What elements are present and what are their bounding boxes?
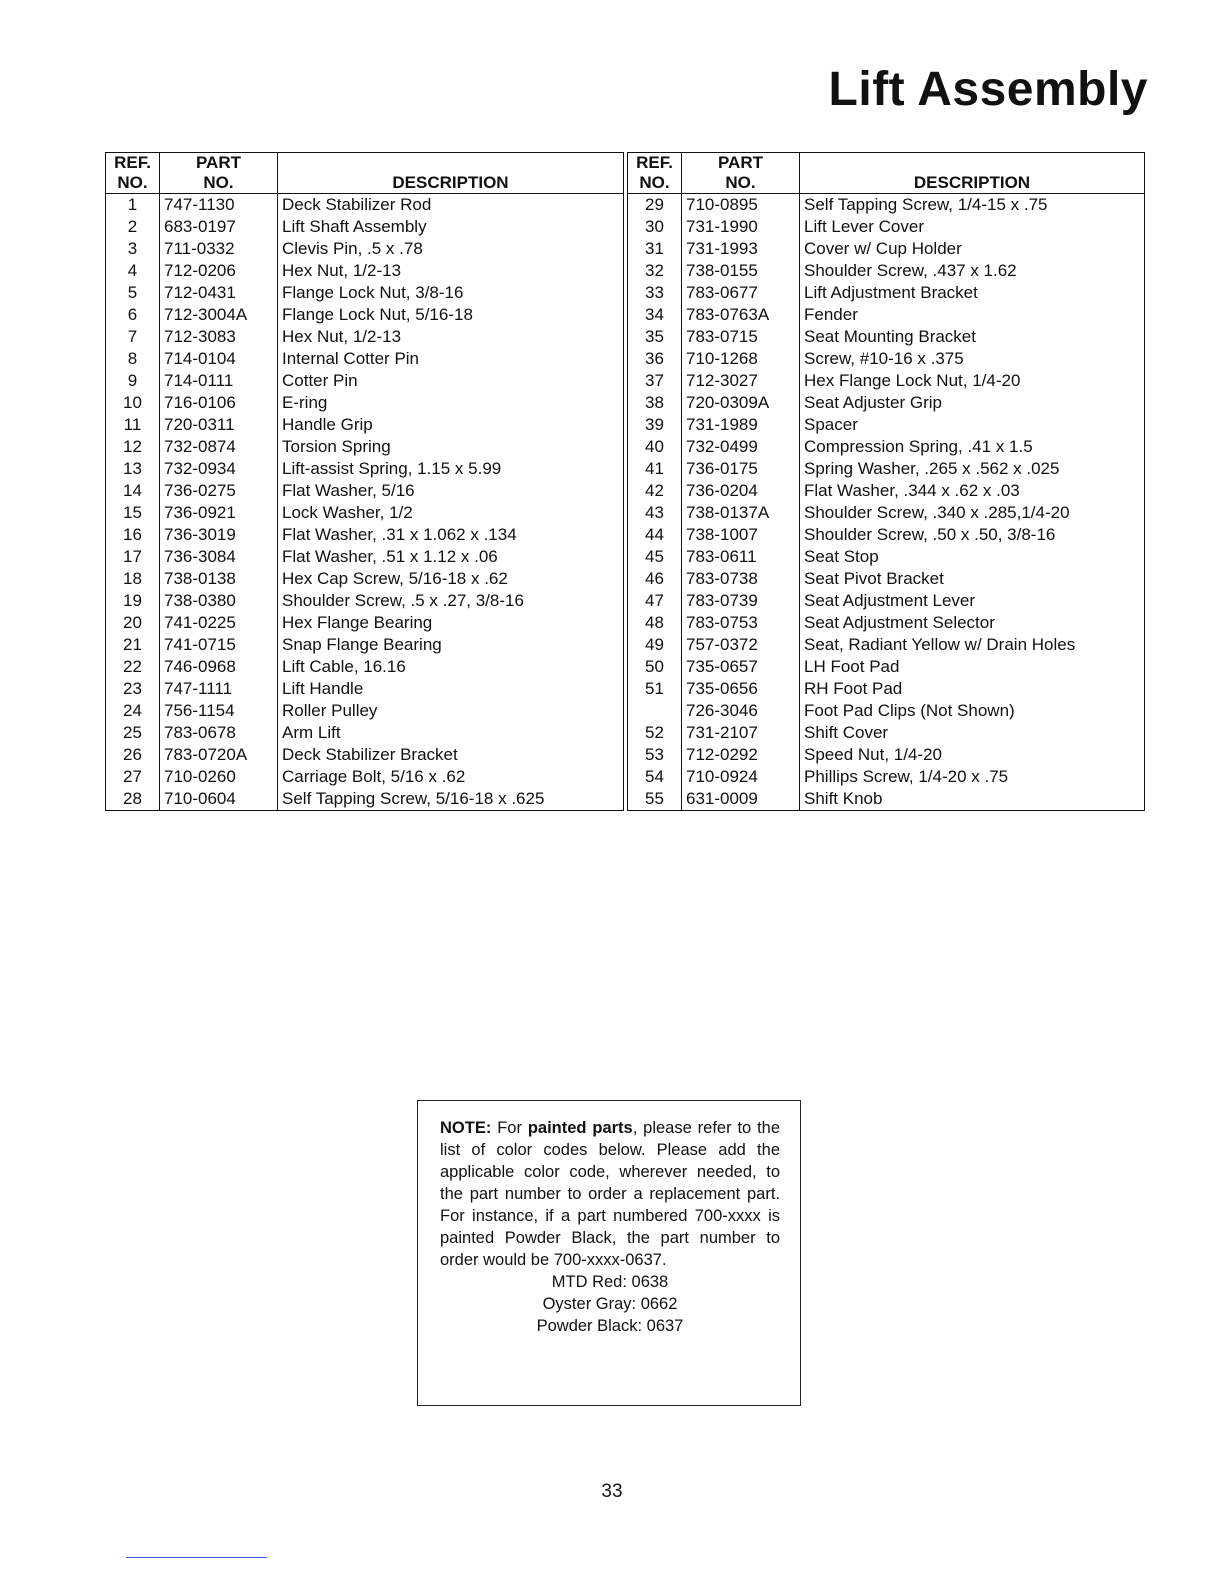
part-number-cell: 741-0715 xyxy=(160,634,278,656)
description-cell: Screw, #10-16 x .375 xyxy=(800,348,1145,370)
header-part-no xyxy=(682,153,800,194)
table-row xyxy=(106,656,624,678)
part-number-cell: 783-0753 xyxy=(682,612,800,634)
description-cell: Cotter Pin xyxy=(278,370,624,392)
table-row xyxy=(628,546,1145,568)
color-code-mtd-red: MTD Red: 0638 xyxy=(551,1273,669,1291)
table-row xyxy=(628,194,1145,217)
part-number-cell: 736-0204 xyxy=(682,480,800,502)
part-number-cell: 741-0225 xyxy=(160,612,278,634)
table-row xyxy=(106,568,624,590)
table-row xyxy=(106,744,624,766)
ref-cell: 36 xyxy=(628,348,682,370)
part-number-cell: 732-0934 xyxy=(160,458,278,480)
part-number-cell: 712-0206 xyxy=(160,260,278,282)
description-cell: Snap Flange Bearing xyxy=(278,634,624,656)
table-row xyxy=(106,766,624,788)
table-row xyxy=(628,524,1145,546)
header-ref-line1: REF. xyxy=(636,153,673,172)
description-cell: Seat Adjustment Selector xyxy=(800,612,1145,634)
ref-cell: 10 xyxy=(106,392,160,414)
part-number-cell: 683-0197 xyxy=(160,216,278,238)
description-cell: Seat Stop xyxy=(800,546,1145,568)
description-cell: Internal Cotter Pin xyxy=(278,348,624,370)
header-description: DESCRIPTION xyxy=(800,153,1145,194)
parts-table-right xyxy=(627,152,1145,811)
ref-cell: 6 xyxy=(106,304,160,326)
parts-table-right-body xyxy=(628,194,1145,811)
part-number-cell: 714-0111 xyxy=(160,370,278,392)
table-row xyxy=(106,722,624,744)
ref-cell: 7 xyxy=(106,326,160,348)
ref-cell xyxy=(628,700,682,722)
part-number-cell: 783-0677 xyxy=(682,282,800,304)
part-number-cell: 710-1268 xyxy=(682,348,800,370)
part-number-cell: 736-0175 xyxy=(682,458,800,480)
table-row xyxy=(106,282,624,304)
part-number-cell: 716-0106 xyxy=(160,392,278,414)
description-cell: Carriage Bolt, 5/16 x .62 xyxy=(278,766,624,788)
table-row xyxy=(106,524,624,546)
ref-cell: 16 xyxy=(106,524,160,546)
ref-cell: 42 xyxy=(628,480,682,502)
description-cell: Shift Knob xyxy=(800,788,1145,811)
description-cell: Arm Lift xyxy=(278,722,624,744)
ref-cell: 19 xyxy=(106,590,160,612)
table-row xyxy=(106,546,624,568)
ref-cell: 27 xyxy=(106,766,160,788)
description-cell: Lock Washer, 1/2 xyxy=(278,502,624,524)
header-ref-line2: NO. xyxy=(117,173,148,192)
description-cell: Lift Handle xyxy=(278,678,624,700)
table-row xyxy=(628,392,1145,414)
ref-cell: 34 xyxy=(628,304,682,326)
ref-cell: 18 xyxy=(106,568,160,590)
part-number-cell: 736-3084 xyxy=(160,546,278,568)
ref-cell: 13 xyxy=(106,458,160,480)
page-title: Lift Assembly xyxy=(828,63,1148,116)
note-text-before: For xyxy=(491,1119,528,1137)
ref-cell: 54 xyxy=(628,766,682,788)
ref-cell: 35 xyxy=(628,326,682,348)
description-cell: Spring Washer, .265 x .562 x .025 xyxy=(800,458,1145,480)
ref-cell: 17 xyxy=(106,546,160,568)
part-number-cell: 631-0009 xyxy=(682,788,800,811)
ref-cell: 29 xyxy=(628,194,682,217)
ref-cell: 28 xyxy=(106,788,160,811)
part-number-cell: 726-3046 xyxy=(682,700,800,722)
part-number-cell: 783-0739 xyxy=(682,590,800,612)
table-row xyxy=(106,700,624,722)
part-number-cell: 783-0611 xyxy=(682,546,800,568)
description-cell: Flat Washer, .51 x 1.12 x .06 xyxy=(278,546,624,568)
part-number-cell: 720-0311 xyxy=(160,414,278,436)
part-number-cell: 712-3004A xyxy=(160,304,278,326)
part-number-cell: 731-2107 xyxy=(682,722,800,744)
description-cell: Hex Nut, 1/2-13 xyxy=(278,260,624,282)
ref-cell: 15 xyxy=(106,502,160,524)
ref-cell: 25 xyxy=(106,722,160,744)
header-part-line1: PART xyxy=(717,153,763,172)
table-row xyxy=(628,766,1145,788)
ref-cell: 11 xyxy=(106,414,160,436)
table-row xyxy=(628,238,1145,260)
part-number-cell: 736-3019 xyxy=(160,524,278,546)
part-number-cell: 731-1989 xyxy=(682,414,800,436)
ref-cell: 43 xyxy=(628,502,682,524)
table-row xyxy=(628,700,1145,722)
description-cell: Seat, Radiant Yellow w/ Drain Holes xyxy=(800,634,1145,656)
table-row xyxy=(106,414,624,436)
description-cell: Lift Cable, 16.16 xyxy=(278,656,624,678)
description-cell: Flat Washer, .344 x .62 x .03 xyxy=(800,480,1145,502)
part-number-cell: 732-0499 xyxy=(682,436,800,458)
part-number-cell: 714-0104 xyxy=(160,348,278,370)
table-row xyxy=(106,260,624,282)
description-cell: Flange Lock Nut, 3/8-16 xyxy=(278,282,624,304)
part-number-cell: 783-0720A xyxy=(160,744,278,766)
ref-cell: 52 xyxy=(628,722,682,744)
description-cell: Hex Cap Screw, 5/16-18 x .62 xyxy=(278,568,624,590)
description-cell: LH Foot Pad xyxy=(800,656,1145,678)
part-number-cell: 736-0275 xyxy=(160,480,278,502)
description-cell: Speed Nut, 1/4-20 xyxy=(800,744,1145,766)
ref-cell: 2 xyxy=(106,216,160,238)
description-cell: Lift Lever Cover xyxy=(800,216,1145,238)
table-row xyxy=(106,634,624,656)
table-row xyxy=(106,590,624,612)
part-number-cell: 732-0874 xyxy=(160,436,278,458)
table-row xyxy=(106,348,624,370)
description-cell: Deck Stabilizer Rod xyxy=(278,194,624,217)
table-row xyxy=(106,788,624,811)
part-number-cell: 738-0138 xyxy=(160,568,278,590)
header-part-line1: PART xyxy=(195,153,241,172)
table-row xyxy=(106,612,624,634)
table-row xyxy=(628,458,1145,480)
description-cell: Shoulder Screw, .50 x .50, 3/8-16 xyxy=(800,524,1145,546)
part-number-cell: 731-1990 xyxy=(682,216,800,238)
part-number-cell: 783-0738 xyxy=(682,568,800,590)
ref-cell: 30 xyxy=(628,216,682,238)
table-header-row xyxy=(106,153,624,194)
ref-cell: 1 xyxy=(106,194,160,217)
header-ref-no xyxy=(106,153,160,194)
header-description: DESCRIPTION xyxy=(278,153,624,194)
table-row xyxy=(106,436,624,458)
part-number-cell: 710-0924 xyxy=(682,766,800,788)
part-number-cell: 736-0921 xyxy=(160,502,278,524)
color-code-powder-black: Powder Black: 0637 xyxy=(536,1317,684,1335)
ref-cell: 5 xyxy=(106,282,160,304)
description-cell: RH Foot Pad xyxy=(800,678,1145,700)
painted-parts-note xyxy=(417,1100,801,1406)
ref-cell: 32 xyxy=(628,260,682,282)
ref-cell: 8 xyxy=(106,348,160,370)
ref-cell: 23 xyxy=(106,678,160,700)
table-row xyxy=(628,744,1145,766)
part-number-cell: 710-0895 xyxy=(682,194,800,217)
description-cell: Hex Flange Lock Nut, 1/4-20 xyxy=(800,370,1145,392)
note-text-after: , please refer to the list of color codes below. Please add the applicable color code, wherever needed, to the part number to order a replacement part. For instance, if a part numbered 700-xxxx is painted Powder Black, the part number to order would be 700-xxxx-0637. xyxy=(440,1119,781,1269)
table-row xyxy=(628,480,1145,502)
table-row xyxy=(628,260,1145,282)
description-cell: Foot Pad Clips (Not Shown) xyxy=(800,700,1145,722)
part-number-cell: 710-0604 xyxy=(160,788,278,811)
description-cell: Seat Adjuster Grip xyxy=(800,392,1145,414)
table-row xyxy=(628,414,1145,436)
description-cell: E-ring xyxy=(278,392,624,414)
table-row xyxy=(628,348,1145,370)
table-row xyxy=(628,656,1145,678)
part-number-cell: 712-3027 xyxy=(682,370,800,392)
table-row xyxy=(628,304,1145,326)
table-header-row xyxy=(628,153,1145,194)
note-emphasis: painted parts xyxy=(527,1119,633,1137)
description-cell: Shoulder Screw, .5 x .27, 3/8-16 xyxy=(278,590,624,612)
table-row xyxy=(628,612,1145,634)
header-part-line2: NO. xyxy=(725,173,756,192)
ref-cell: 41 xyxy=(628,458,682,480)
part-number-cell: 735-0656 xyxy=(682,678,800,700)
table-row xyxy=(628,216,1145,238)
part-number-cell: 712-0431 xyxy=(160,282,278,304)
table-row xyxy=(106,502,624,524)
ref-cell: 51 xyxy=(628,678,682,700)
description-cell: Hex Flange Bearing xyxy=(278,612,624,634)
description-cell: Roller Pulley xyxy=(278,700,624,722)
table-row xyxy=(628,568,1145,590)
header-ref-line1: REF. xyxy=(114,153,151,172)
part-number-cell: 710-0260 xyxy=(160,766,278,788)
ref-cell: 47 xyxy=(628,590,682,612)
description-cell: Seat Adjustment Lever xyxy=(800,590,1145,612)
ref-cell: 9 xyxy=(106,370,160,392)
part-number-cell: 783-0715 xyxy=(682,326,800,348)
ref-cell: 4 xyxy=(106,260,160,282)
ref-cell: 37 xyxy=(628,370,682,392)
ref-cell: 39 xyxy=(628,414,682,436)
table-row xyxy=(106,216,624,238)
table-row xyxy=(628,722,1145,744)
ref-cell: 26 xyxy=(106,744,160,766)
part-number-cell: 738-1007 xyxy=(682,524,800,546)
table-row xyxy=(628,788,1145,811)
description-cell: Shoulder Screw, .340 x .285,1/4-20 xyxy=(800,502,1145,524)
description-cell: Torsion Spring xyxy=(278,436,624,458)
page-number: 33 xyxy=(601,1481,623,1502)
description-cell: Flat Washer, 5/16 xyxy=(278,480,624,502)
parts-table-left xyxy=(105,152,624,811)
description-cell: Spacer xyxy=(800,414,1145,436)
ref-cell: 33 xyxy=(628,282,682,304)
description-cell: Cover w/ Cup Holder xyxy=(800,238,1145,260)
description-cell: Clevis Pin, .5 x .78 xyxy=(278,238,624,260)
description-cell: Seat Pivot Bracket xyxy=(800,568,1145,590)
ref-cell: 46 xyxy=(628,568,682,590)
ref-cell: 20 xyxy=(106,612,160,634)
part-number-cell: 738-0155 xyxy=(682,260,800,282)
header-ref-no xyxy=(628,153,682,194)
part-number-cell: 738-0137A xyxy=(682,502,800,524)
description-cell: Lift Adjustment Bracket xyxy=(800,282,1145,304)
note-label: NOTE: xyxy=(440,1119,492,1137)
description-cell: Self Tapping Screw, 1/4-15 x .75 xyxy=(800,194,1145,217)
description-cell: Self Tapping Screw, 5/16-18 x .625 xyxy=(278,788,624,811)
parts-table-left-body xyxy=(106,194,624,811)
table-row xyxy=(628,502,1145,524)
table-row xyxy=(628,678,1145,700)
description-cell: Fender xyxy=(800,304,1145,326)
description-cell: Seat Mounting Bracket xyxy=(800,326,1145,348)
ref-cell: 31 xyxy=(628,238,682,260)
description-cell: Flat Washer, .31 x 1.062 x .134 xyxy=(278,524,624,546)
description-cell: Lift-assist Spring, 1.15 x 5.99 xyxy=(278,458,624,480)
description-cell: Flange Lock Nut, 5/16-18 xyxy=(278,304,624,326)
table-row xyxy=(628,634,1145,656)
table-row xyxy=(106,370,624,392)
table-row xyxy=(628,326,1145,348)
ref-cell: 24 xyxy=(106,700,160,722)
description-cell: Hex Nut, 1/2-13 xyxy=(278,326,624,348)
table-row xyxy=(106,392,624,414)
header-ref-line2: NO. xyxy=(639,173,670,192)
description-cell: Handle Grip xyxy=(278,414,624,436)
description-cell: Deck Stabilizer Bracket xyxy=(278,744,624,766)
part-number-cell: 747-1130 xyxy=(160,194,278,217)
description-cell: Shift Cover xyxy=(800,722,1145,744)
table-row xyxy=(628,282,1145,304)
table-row xyxy=(106,480,624,502)
ref-cell: 55 xyxy=(628,788,682,811)
table-row xyxy=(628,370,1145,392)
table-row xyxy=(106,326,624,348)
ref-cell: 3 xyxy=(106,238,160,260)
description-cell: Compression Spring, .41 x 1.5 xyxy=(800,436,1145,458)
part-number-cell: 738-0380 xyxy=(160,590,278,612)
description-cell: Lift Shaft Assembly xyxy=(278,216,624,238)
ref-cell: 44 xyxy=(628,524,682,546)
ref-cell: 22 xyxy=(106,656,160,678)
part-number-cell: 735-0657 xyxy=(682,656,800,678)
table-row xyxy=(106,238,624,260)
part-number-cell: 757-0372 xyxy=(682,634,800,656)
table-row xyxy=(106,304,624,326)
header-part-line2: NO. xyxy=(203,173,234,192)
table-row xyxy=(106,678,624,700)
part-number-cell: 783-0678 xyxy=(160,722,278,744)
header-part-no xyxy=(160,153,278,194)
footer-rule xyxy=(126,1557,267,1558)
part-number-cell: 720-0309A xyxy=(682,392,800,414)
part-number-cell: 712-3083 xyxy=(160,326,278,348)
part-number-cell: 712-0292 xyxy=(682,744,800,766)
table-row xyxy=(106,458,624,480)
ref-cell: 49 xyxy=(628,634,682,656)
color-code-oyster-gray: Oyster Gray: 0662 xyxy=(542,1295,678,1313)
part-number-cell: 711-0332 xyxy=(160,238,278,260)
ref-cell: 38 xyxy=(628,392,682,414)
ref-cell: 45 xyxy=(628,546,682,568)
part-number-cell: 747-1111 xyxy=(160,678,278,700)
table-row xyxy=(628,436,1145,458)
ref-cell: 50 xyxy=(628,656,682,678)
ref-cell: 21 xyxy=(106,634,160,656)
ref-cell: 53 xyxy=(628,744,682,766)
table-row xyxy=(628,590,1145,612)
part-number-cell: 746-0968 xyxy=(160,656,278,678)
part-number-cell: 783-0763A xyxy=(682,304,800,326)
part-number-cell: 731-1993 xyxy=(682,238,800,260)
ref-cell: 12 xyxy=(106,436,160,458)
note-paragraph xyxy=(440,1117,780,1271)
description-cell: Shoulder Screw, .437 x 1.62 xyxy=(800,260,1145,282)
ref-cell: 40 xyxy=(628,436,682,458)
ref-cell: 48 xyxy=(628,612,682,634)
table-row xyxy=(106,194,624,217)
part-number-cell: 756-1154 xyxy=(160,700,278,722)
description-cell: Phillips Screw, 1/4-20 x .75 xyxy=(800,766,1145,788)
ref-cell: 14 xyxy=(106,480,160,502)
